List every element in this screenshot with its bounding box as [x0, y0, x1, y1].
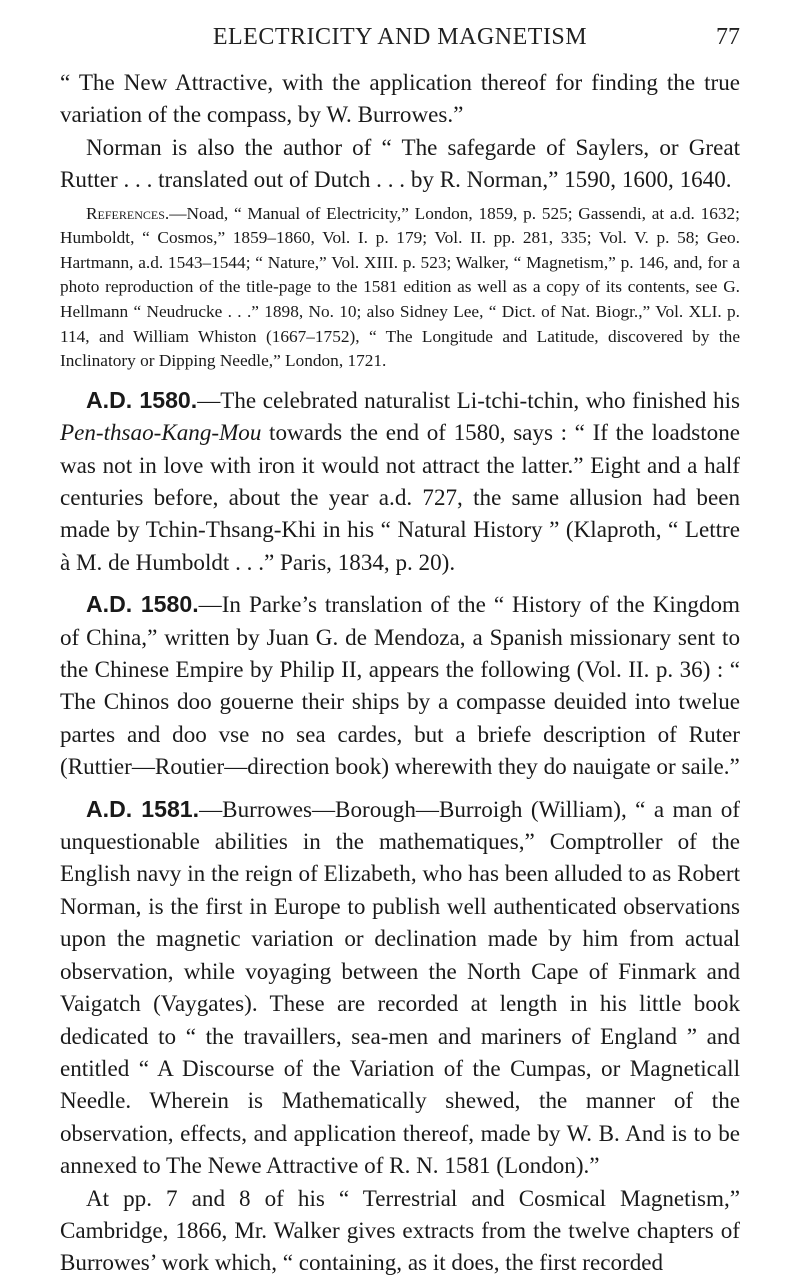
- entry-text: —The celebrated naturalist Li-tchi-tchin, who finished his: [197, 386, 740, 413]
- entry-text: —Burrowes—Borough—Burroigh (William), “ a man of unquestionable abilities in the mathematiques,” Comptroller of the English navy in the reign of Elizabeth, who has been alluded to as Robert Norman, is the first in Europe to publish well authenticated observations upon the magnetic variation or declination made by him from actual observation, while voyaging between the North Cape of Finmark and Vaigatch (Vaygates). These are recorded at length in his little book dedicated to “ the travaillers, sea-men and mariners of England ” and entitled “ A Discourse of the Variation of the Cumpas, or Magneticall Needle. Wherein is Mathematically shewed, the manner of the observation, effects, and application thereof, made by W. B. And is to be annexed to The Newe Attractive of R. N. 1581 (London).”: [60, 795, 740, 1179]
- page-body: [60, 66, 740, 1279]
- page-number: 77: [716, 24, 740, 50]
- entry-text: —In Parke’s translation of the “ History of the Kingdom of China,” written by Juan G. de Mendoza, a Spanish missionary sent to the Chinese Empire by Philip II, appears the following (Vol. II. p. 36) : “ The Chinos doo gouerne their ships by a compasse deuided into twelue partes and doo vse no sea cardes, but a briefe description of Ruter (Ruttier—Routier—direction book) wherewith they do nauigate or saile.”: [60, 591, 741, 780]
- entry-1580-li-tchi-tchin: [60, 384, 740, 578]
- paragraph-norman: Norman is also the author of “ The safegarde of Saylers, or Great Rutter . . . translated out of Dutch . . . by R. Norman,” 1590, 1600, 1640.: [60, 133, 740, 193]
- references-paragraph: [60, 202, 740, 374]
- references-label: References.: [86, 203, 170, 223]
- entry-1580-mendoza: [60, 588, 740, 782]
- running-title: ELECTRICITY AND MAGNETISM: [212, 24, 588, 50]
- entry-year: A.D. 1580.: [86, 591, 199, 618]
- paragraph-new-attractive: “ The New Attractive, with the application thereof for finding the true variation of the compass, by W. Burrowes.”: [60, 69, 740, 128]
- entry-italic-title: Pen-thsao-Kang-Mou: [60, 419, 262, 446]
- entry-1581-burrowes: [60, 793, 740, 1182]
- entry-year: A.D. 1581.: [86, 795, 200, 822]
- entry-text-continued: towards the end of 1580, says : “ If the loadstone was not in love with iron it would not attract the latter.” Eight and a half centuries before, about the year a.d. 727, the same allusion had been made by Tchin-Thsang-Khi in his “ Natural History ” (Klaproth, “ Lettre à M. de Humboldt . . .” Paris, 1834, p. 20).: [60, 419, 740, 575]
- entry-year: A.D. 1580.: [86, 386, 198, 413]
- references-text: —Noad, “ Manual of Electricity,” London, 1859, p. 525; Gassendi, at a.d. 1632; Humboldt, “ Cosmos,” 1859–1860, Vol. I. p. 179; Vol. II. pp. 281, 335; Vol. V. p. 58; Geo. Hartmann, a.d. 1543–1544; “ Nature,” Vol. XIII. p. 523; Walker, “ Magnetism,” p. 146, and, for a photo reproduction of the title-page to the 1581 edition as well as a copy of its contents, see G. Hellmann “ Neudrucke . . .” 1898, No. 10; also Sidney Lee, “ Dict. of Nat. Biogr.,” Vol. XLI. p. 114, and William Whiston (1667–1752), “ The Longitude and Latitude, discovered by the Inclinatory or Dipping Needle,” London, 1721.: [60, 203, 740, 371]
- page-header: [60, 18, 740, 58]
- paragraph-walker: At pp. 7 and 8 of his “ Terrestrial and Cosmical Magnetism,” Cambridge, 1866, Mr. Walker gives extracts from the twelve chapters of Burrowes’ work which, “ containing, as it does, the first recorded: [60, 1184, 740, 1276]
